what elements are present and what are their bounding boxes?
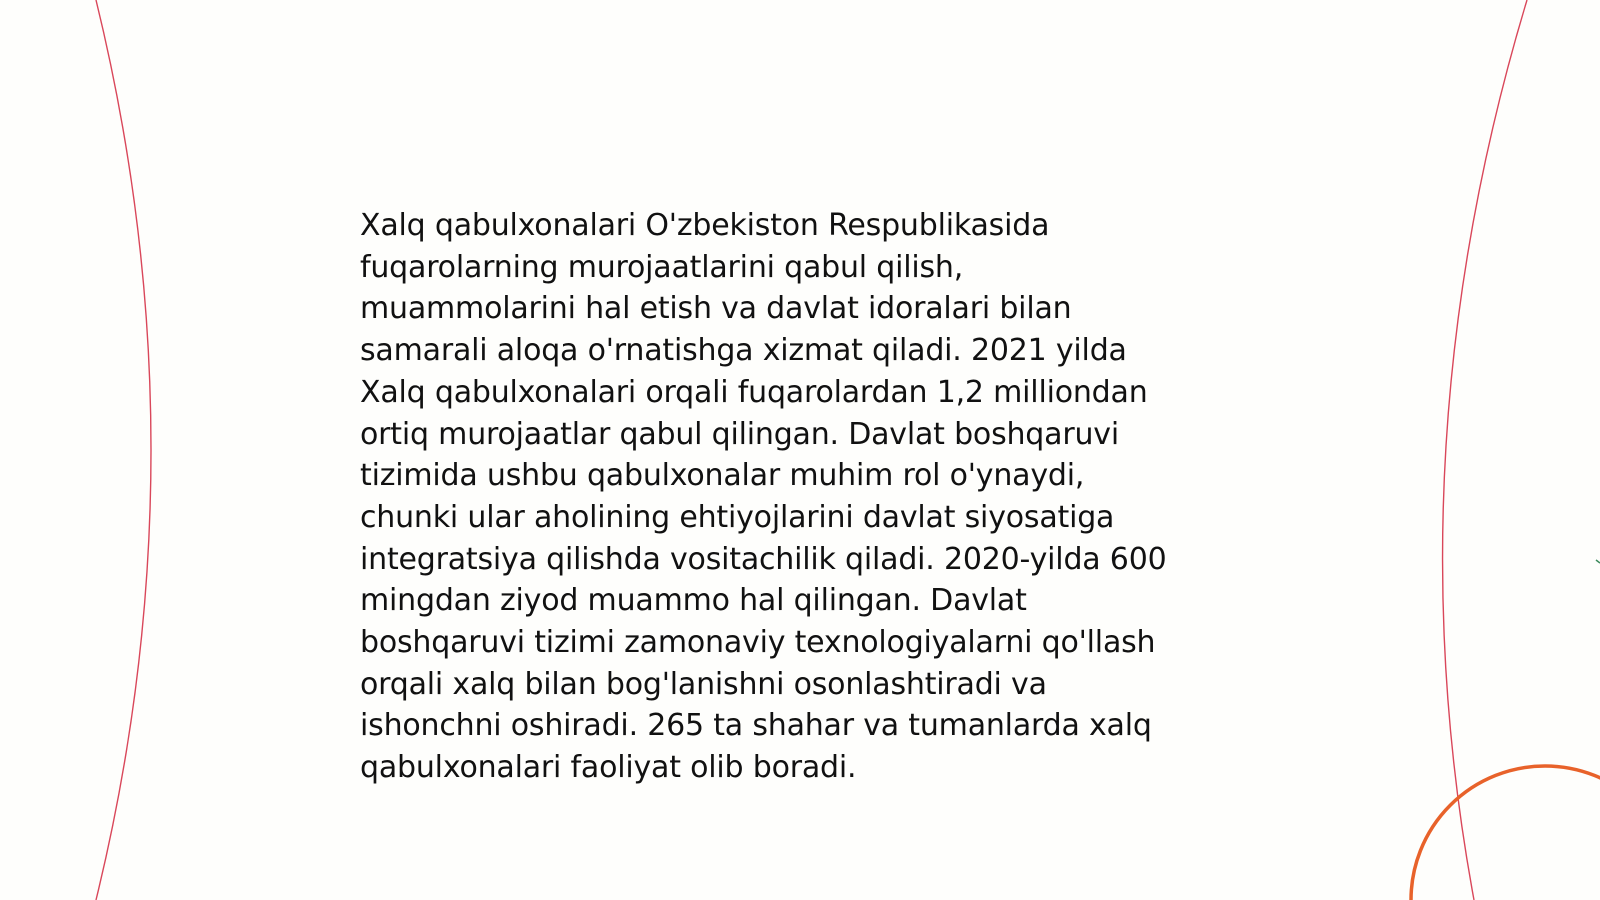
paragraph-line: integratsiya qilishda vositachilik qiladi. 2020-yilda 600 — [360, 541, 1167, 577]
paragraph-line: tizimida ushbu qabulxonalar muhim rol o'ynaydi, — [360, 458, 1085, 494]
paragraph-line: Xalq qabulxonalari O'zbekiston Respublikasida — [360, 208, 1050, 243]
paragraph-line: mingdan ziyod muammo hal qilingan. Davlat — [360, 583, 1027, 619]
paragraph-line: muammolarini hal etish va davlat idoralari bilan — [360, 291, 1072, 327]
body-paragraph — [360, 205, 1250, 789]
paragraph-line: ishonchni oshiradi. 265 ta shahar va tumanlarda xalq — [360, 708, 1152, 744]
paragraph-line: chunki ular aholining ehtiyojlarini davlat siyosatiga — [360, 499, 1115, 535]
small-tick-decoration — [1596, 560, 1600, 563]
paragraph-line: fuqarolarning murojaatlarini qabul qilish, — [360, 249, 964, 285]
right-arc-decoration — [1443, 0, 1527, 900]
left-arc-decoration — [96, 0, 151, 900]
paragraph-line: orqali xalq bilan bog'lanishni osonlashtiradi va — [360, 666, 1047, 702]
paragraph-line: Xalq qabulxonalari orqali fuqarolardan 1,2 milliondan — [360, 374, 1148, 410]
paragraph-line: ortiq murojaatlar qabul qilingan. Davlat boshqaruvi — [360, 416, 1119, 452]
paragraph-line: samarali aloqa o'rnatishga xizmat qiladi. 2021 yilda — [360, 333, 1127, 369]
paragraph-line: qabulxonalari faoliyat olib boradi. — [360, 750, 857, 786]
paragraph-line: boshqaruvi tizimi zamonaviy texnologiyalarni qo'llash — [360, 625, 1156, 661]
orange-circle-decoration — [1411, 766, 1600, 900]
